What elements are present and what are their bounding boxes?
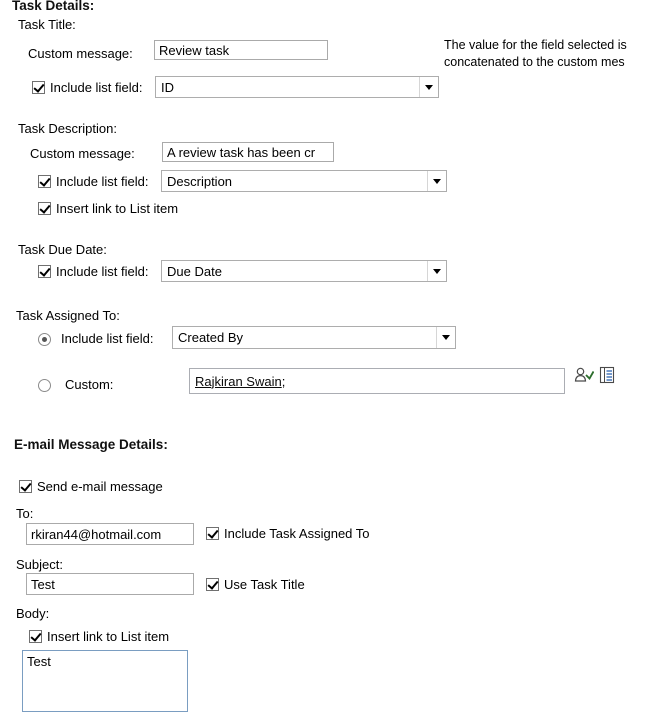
task-description-include-list-field-label: Include list field:: [56, 174, 149, 189]
task-description-list-field-value: Description: [167, 173, 233, 189]
use-task-title-checkbox[interactable]: [206, 578, 219, 591]
body-insert-link-checkbox[interactable]: [29, 630, 42, 643]
task-title-list-field-select[interactable]: [155, 76, 439, 98]
chevron-down-icon[interactable]: [427, 171, 446, 191]
resolved-user-name: Rajkiran Swain: [195, 373, 282, 389]
task-due-date-include-list-field-checkbox[interactable]: [38, 265, 51, 278]
to-label: To:: [16, 506, 34, 521]
include-task-assigned-to-checkbox[interactable]: [206, 527, 219, 540]
task-title-custom-message-input[interactable]: [154, 40, 328, 60]
help-text-line-1: The value for the field selected is: [444, 38, 627, 52]
check-names-icon[interactable]: [574, 366, 594, 384]
email-details-heading: E-mail Message Details:: [14, 437, 168, 452]
task-due-date-list-field-value: Due Date: [167, 263, 222, 279]
task-description-custom-message-input[interactable]: [162, 142, 334, 162]
send-email-checkbox[interactable]: [19, 480, 32, 493]
body-insert-link-label: Insert link to List item: [47, 629, 170, 644]
help-text-line-2: concatenated to the custom mes: [444, 55, 625, 69]
task-assigned-to-include-list-field-label: Include list field:: [61, 331, 154, 346]
task-description-list-field-select[interactable]: [161, 170, 447, 192]
task-details-heading: Task Details:: [12, 0, 95, 13]
to-input[interactable]: [26, 523, 194, 545]
task-due-date-group-label: Task Due Date:: [18, 242, 107, 257]
task-description-insert-link-label: Insert link to List item: [56, 201, 179, 216]
task-title-list-field-value: ID: [161, 79, 174, 95]
task-title-include-list-field-checkbox[interactable]: [32, 81, 45, 94]
task-assigned-to-list-field-select[interactable]: [172, 326, 456, 349]
subject-input[interactable]: [26, 573, 194, 595]
chevron-down-icon[interactable]: [436, 327, 455, 348]
body-textarea[interactable]: [22, 650, 188, 712]
use-task-title-label: Use Task Title: [224, 577, 305, 592]
subject-label: Subject:: [16, 557, 63, 572]
chevron-down-icon[interactable]: [427, 261, 446, 281]
task-assigned-to-custom-label: Custom:: [65, 377, 114, 392]
task-assigned-to-include-list-field-radio[interactable]: [38, 333, 51, 346]
address-book-icon[interactable]: [598, 366, 616, 384]
task-due-date-list-field-select[interactable]: [161, 260, 447, 282]
task-description-custom-message-label: Custom message:: [30, 146, 135, 161]
people-picker-separator: ;: [281, 373, 286, 389]
task-assigned-to-list-field-value: Created By: [178, 330, 244, 345]
task-title-group-label: Task Title:: [18, 17, 76, 32]
send-email-label: Send e-mail message: [37, 479, 163, 494]
task-due-date-include-list-field-label: Include list field:: [56, 264, 149, 279]
body-label: Body:: [16, 606, 50, 621]
chevron-down-icon[interactable]: [419, 77, 438, 97]
task-assigned-to-custom-radio[interactable]: [38, 379, 51, 392]
include-task-assigned-to-label: Include Task Assigned To: [224, 526, 370, 541]
task-assigned-to-custom-people-picker[interactable]: [189, 368, 565, 394]
task-title-custom-message-label: Custom message:: [28, 46, 133, 61]
task-description-insert-link-checkbox[interactable]: [38, 202, 51, 215]
task-description-group-label: Task Description:: [18, 121, 117, 136]
task-title-include-list-field-label: Include list field:: [50, 80, 143, 95]
task-description-include-list-field-checkbox[interactable]: [38, 175, 51, 188]
task-assigned-to-group-label: Task Assigned To:: [16, 308, 120, 323]
